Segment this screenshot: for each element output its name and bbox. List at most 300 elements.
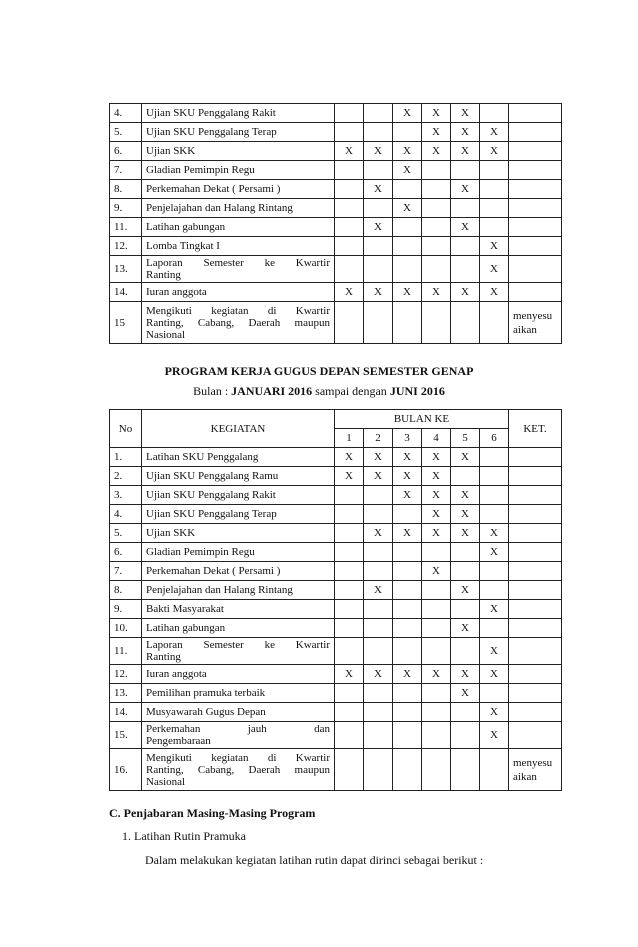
month-mark: X [451, 104, 480, 123]
kegiatan-cell [142, 524, 335, 543]
month-mark [335, 543, 364, 562]
row-number: 6. [110, 142, 142, 161]
month-mark [422, 199, 451, 218]
table-row [110, 581, 562, 600]
kegiatan-line: Penjelajahan dan Halang Rintang [146, 584, 293, 596]
row-number: 12. [110, 665, 142, 684]
header-month: 4 [422, 429, 451, 448]
month-mark: X [451, 142, 480, 161]
month-mark: X [480, 722, 509, 749]
table-row [110, 256, 562, 283]
table-row [110, 142, 562, 161]
month-mark [393, 256, 422, 283]
ket-cell [509, 142, 562, 161]
month-mark [422, 543, 451, 562]
row-number: 12. [110, 237, 142, 256]
month-mark [335, 486, 364, 505]
month-mark [422, 600, 451, 619]
month-mark [393, 638, 422, 665]
kegiatan-line: Ujian SKU Penggalang Terap [146, 508, 277, 520]
month-mark [364, 684, 393, 703]
month-mark [422, 722, 451, 749]
month-mark: X [422, 486, 451, 505]
row-number: 11. [110, 218, 142, 237]
row-number: 4. [110, 104, 142, 123]
kegiatan-line: Iuran anggota [146, 286, 207, 298]
ket-line: aikan [513, 770, 537, 783]
month-mark [335, 562, 364, 581]
table-row [110, 562, 562, 581]
table-row [110, 749, 562, 791]
month-mark: X [364, 665, 393, 684]
ket-cell [509, 749, 562, 791]
ket-cell [509, 703, 562, 722]
month-mark [422, 581, 451, 600]
month-mark [451, 749, 480, 791]
month-mark [364, 505, 393, 524]
ket-cell [509, 123, 562, 142]
month-mark [335, 703, 364, 722]
month-mark: X [480, 283, 509, 302]
month-mark [480, 448, 509, 467]
month-mark: X [480, 524, 509, 543]
kegiatan-cell [142, 448, 335, 467]
kegiatan-line: Penjelajahan dan Halang Rintang [146, 202, 293, 214]
kegiatan-cell [142, 600, 335, 619]
month-mark: X [451, 684, 480, 703]
program-table-ganjil [109, 103, 562, 344]
table-row [110, 123, 562, 142]
month-mark [422, 749, 451, 791]
header-month: 6 [480, 429, 509, 448]
month-mark: X [422, 104, 451, 123]
month-mark: X [364, 142, 393, 161]
month-mark [335, 684, 364, 703]
kegiatan-line: Ujian SKU Penggalang Rakit [146, 107, 276, 119]
ket-cell [509, 505, 562, 524]
month-mark: X [451, 524, 480, 543]
kegiatan-line: Latihan gabungan [146, 221, 226, 233]
ket-cell [509, 237, 562, 256]
month-mark: X [480, 256, 509, 283]
bulan-prefix: Bulan : [193, 384, 232, 398]
table-row [110, 722, 562, 749]
kegiatan-cell [142, 161, 335, 180]
ket-cell [509, 638, 562, 665]
month-mark [480, 581, 509, 600]
kegiatan-cell [142, 123, 335, 142]
table-row [110, 180, 562, 199]
kegiatan-line: Musyawarah Gugus Depan [146, 706, 266, 718]
month-mark [335, 619, 364, 638]
header-bulan-ke: BULAN KE [335, 410, 509, 429]
month-mark [393, 218, 422, 237]
table-row [110, 703, 562, 722]
kegiatan-cell [142, 302, 335, 344]
header-row [110, 410, 562, 429]
month-mark: X [335, 467, 364, 486]
month-mark [451, 467, 480, 486]
month-mark [335, 302, 364, 344]
month-mark [451, 722, 480, 749]
month-mark [335, 180, 364, 199]
table-row [110, 283, 562, 302]
month-mark: X [451, 581, 480, 600]
kegiatan-line: Pengembaraan [146, 735, 211, 747]
month-mark: X [393, 486, 422, 505]
month-mark: X [364, 283, 393, 302]
month-mark: X [335, 142, 364, 161]
table-row [110, 161, 562, 180]
kegiatan-line: Ranting, Cabang, Daerah maupun [146, 763, 330, 776]
kegiatan-cell [142, 722, 335, 749]
ket-cell [509, 619, 562, 638]
ket-cell [509, 722, 562, 749]
month-mark: X [480, 543, 509, 562]
row-number: 13. [110, 256, 142, 283]
ket-line: aikan [513, 323, 537, 336]
ket-cell [509, 665, 562, 684]
month-mark [451, 600, 480, 619]
row-number: 4. [110, 505, 142, 524]
month-mark: X [422, 123, 451, 142]
table-row [110, 237, 562, 256]
bulan-start: JANUARI 2016 [231, 384, 313, 398]
month-mark [364, 237, 393, 256]
kegiatan-line: Mengikuti kegiatan di Kwartir [146, 751, 330, 764]
kegiatan-cell [142, 218, 335, 237]
month-mark [422, 638, 451, 665]
kegiatan-cell [142, 104, 335, 123]
month-mark [364, 722, 393, 749]
kegiatan-line: Laporan Semester ke Kwartir [146, 639, 330, 651]
month-mark: X [451, 218, 480, 237]
month-mark [480, 104, 509, 123]
table-row [110, 619, 562, 638]
month-mark [335, 218, 364, 237]
paragraph: Dalam melakukan kegiatan latihan rutin dapat dirinci sebagai berikut : [145, 853, 484, 867]
bulan-end: JUNI 2016 [389, 384, 445, 398]
month-mark [451, 161, 480, 180]
month-mark: X [422, 562, 451, 581]
program-table-genap [109, 409, 562, 791]
kegiatan-line: Perkemahan jauh dan [146, 723, 330, 735]
row-number: 5. [110, 524, 142, 543]
month-mark: X [480, 142, 509, 161]
kegiatan-cell [142, 237, 335, 256]
month-mark: X [364, 524, 393, 543]
row-number: 10. [110, 619, 142, 638]
month-mark: X [393, 199, 422, 218]
kegiatan-cell [142, 486, 335, 505]
kegiatan-line: Latihan SKU Penggalang [146, 451, 259, 463]
kegiatan-line: Ujian SKK [146, 145, 196, 157]
month-mark: X [422, 448, 451, 467]
ket-cell [509, 524, 562, 543]
row-number: 15. [110, 722, 142, 749]
row-number: 7. [110, 562, 142, 581]
kegiatan-line: Ranting, Cabang, Daerah maupun [146, 316, 330, 329]
kegiatan-cell [142, 505, 335, 524]
month-mark [335, 161, 364, 180]
month-mark [480, 684, 509, 703]
month-mark [393, 600, 422, 619]
month-mark [422, 684, 451, 703]
kegiatan-cell [142, 665, 335, 684]
kegiatan-cell [142, 562, 335, 581]
month-mark [364, 123, 393, 142]
table-row [110, 486, 562, 505]
row-number: 8. [110, 180, 142, 199]
month-mark: X [364, 467, 393, 486]
month-mark [480, 505, 509, 524]
kegiatan-line: Pemilihan pramuka terbaik [146, 687, 266, 699]
month-mark: X [422, 524, 451, 543]
header-month: 5 [451, 429, 480, 448]
month-mark: X [480, 600, 509, 619]
program-table-genap-body [110, 448, 562, 791]
month-mark [451, 562, 480, 581]
month-mark [335, 749, 364, 791]
month-mark [422, 256, 451, 283]
month-mark: X [451, 619, 480, 638]
ket-cell [509, 581, 562, 600]
month-mark [364, 199, 393, 218]
table-row [110, 302, 562, 344]
month-mark [393, 562, 422, 581]
table-row [110, 218, 562, 237]
row-number: 2. [110, 467, 142, 486]
ket-cell [509, 486, 562, 505]
month-mark: X [393, 665, 422, 684]
month-mark [364, 703, 393, 722]
month-mark [480, 619, 509, 638]
month-mark [335, 524, 364, 543]
header-month: 1 [335, 429, 364, 448]
month-mark [451, 638, 480, 665]
month-mark [393, 581, 422, 600]
month-mark [335, 600, 364, 619]
ket-cell [509, 283, 562, 302]
kegiatan-line: Gladian Pemimpin Regu [146, 164, 255, 176]
month-mark [480, 180, 509, 199]
ket-cell [509, 199, 562, 218]
month-mark [364, 562, 393, 581]
kegiatan-cell [142, 142, 335, 161]
month-mark: X [451, 486, 480, 505]
list-item-heading: 1. Latihan Rutin Pramuka [122, 829, 246, 843]
kegiatan-line: Perkemahan Dekat ( Persami ) [146, 565, 281, 577]
month-mark: X [364, 581, 393, 600]
month-mark [393, 722, 422, 749]
table-row [110, 543, 562, 562]
ket-cell [509, 180, 562, 199]
row-number: 16. [110, 749, 142, 791]
kegiatan-cell [142, 180, 335, 199]
kegiatan-line: Ranting [146, 651, 181, 663]
month-mark: X [422, 283, 451, 302]
month-mark: X [393, 524, 422, 543]
row-number: 9. [110, 600, 142, 619]
row-number: 14. [110, 283, 142, 302]
table-row [110, 524, 562, 543]
kegiatan-line: Ujian SKU Penggalang Rakit [146, 489, 276, 501]
table-row [110, 467, 562, 486]
month-mark [422, 619, 451, 638]
month-mark [422, 302, 451, 344]
kegiatan-cell [142, 749, 335, 791]
month-mark: X [364, 180, 393, 199]
month-mark [480, 486, 509, 505]
ket-line: menyesu [513, 309, 553, 322]
month-mark [451, 703, 480, 722]
row-number: 13. [110, 684, 142, 703]
header-ket: KET. [509, 410, 562, 448]
month-mark: X [480, 665, 509, 684]
kegiatan-line: Iuran anggota [146, 668, 207, 680]
kegiatan-line: Nasional [146, 328, 186, 341]
ket-cell [509, 302, 562, 344]
month-mark: X [422, 142, 451, 161]
month-mark [364, 256, 393, 283]
month-mark: X [422, 467, 451, 486]
kegiatan-line: Laporan Semester ke Kwartir [146, 257, 330, 269]
section-heading: C. Penjabaran Masing-Masing Program [109, 806, 316, 820]
month-mark [335, 256, 364, 283]
table-row [110, 104, 562, 123]
month-mark [480, 562, 509, 581]
month-mark [480, 749, 509, 791]
month-mark [364, 543, 393, 562]
table-row [110, 448, 562, 467]
table-row [110, 684, 562, 703]
month-mark [393, 684, 422, 703]
month-mark [393, 703, 422, 722]
ket-line: menyesu [513, 756, 553, 769]
kegiatan-cell [142, 543, 335, 562]
kegiatan-line: Gladian Pemimpin Regu [146, 546, 255, 558]
table-row [110, 505, 562, 524]
month-mark [393, 543, 422, 562]
month-mark [451, 543, 480, 562]
month-mark: X [480, 237, 509, 256]
month-mark [422, 218, 451, 237]
kegiatan-line: Ujian SKK [146, 527, 196, 539]
month-mark [335, 199, 364, 218]
month-mark [335, 722, 364, 749]
month-mark: X [451, 505, 480, 524]
month-mark: X [335, 283, 364, 302]
month-mark: X [451, 283, 480, 302]
kegiatan-line: Ujian SKU Penggalang Ramu [146, 470, 279, 482]
month-mark: X [393, 283, 422, 302]
month-mark [364, 638, 393, 665]
month-mark: X [335, 665, 364, 684]
month-mark [480, 218, 509, 237]
kegiatan-cell [142, 256, 335, 283]
month-mark: X [451, 448, 480, 467]
bulan-line [0, 384, 638, 399]
kegiatan-line: Mengikuti kegiatan di Kwartir [146, 304, 330, 317]
month-mark [364, 600, 393, 619]
kegiatan-line: Nasional [146, 775, 186, 788]
program-title: PROGRAM KERJA GUGUS DEPAN SEMESTER GENAP [164, 364, 474, 378]
month-mark [393, 749, 422, 791]
month-mark: X [480, 638, 509, 665]
month-mark: X [393, 142, 422, 161]
ket-cell [509, 448, 562, 467]
month-mark [364, 104, 393, 123]
month-mark [451, 199, 480, 218]
month-mark [422, 703, 451, 722]
month-mark [422, 180, 451, 199]
kegiatan-cell [142, 283, 335, 302]
month-mark [335, 104, 364, 123]
kegiatan-cell [142, 467, 335, 486]
kegiatan-cell [142, 581, 335, 600]
row-number: 15 [110, 302, 142, 344]
kegiatan-line: Ranting [146, 269, 181, 281]
row-number: 5. [110, 123, 142, 142]
kegiatan-line: Perkemahan Dekat ( Persami ) [146, 183, 281, 195]
month-mark [451, 256, 480, 283]
ket-cell [509, 600, 562, 619]
kegiatan-line: Latihan gabungan [146, 622, 226, 634]
kegiatan-line: Lomba Tingkat I [146, 240, 220, 252]
header-kegiatan: KEGIATAN [142, 410, 335, 448]
month-mark: X [451, 123, 480, 142]
row-number: 11. [110, 638, 142, 665]
month-mark [393, 237, 422, 256]
header-month: 2 [364, 429, 393, 448]
month-mark: X [480, 123, 509, 142]
table-row [110, 600, 562, 619]
month-mark [335, 638, 364, 665]
month-mark [393, 619, 422, 638]
month-mark [422, 237, 451, 256]
month-mark [480, 302, 509, 344]
ket-cell [509, 684, 562, 703]
ket-cell [509, 256, 562, 283]
kegiatan-cell [142, 619, 335, 638]
month-mark [393, 123, 422, 142]
month-mark [393, 302, 422, 344]
month-mark [335, 505, 364, 524]
month-mark [364, 302, 393, 344]
month-mark: X [364, 448, 393, 467]
month-mark [480, 467, 509, 486]
month-mark [364, 749, 393, 791]
month-mark: X [393, 448, 422, 467]
header-no: No [110, 410, 142, 448]
month-mark: X [451, 665, 480, 684]
row-number: 1. [110, 448, 142, 467]
row-number: 3. [110, 486, 142, 505]
ket-cell [509, 543, 562, 562]
month-mark [480, 199, 509, 218]
month-mark: X [451, 180, 480, 199]
ket-cell [509, 218, 562, 237]
row-number: 8. [110, 581, 142, 600]
month-mark: X [393, 161, 422, 180]
month-mark: X [393, 467, 422, 486]
month-mark [393, 180, 422, 199]
month-mark [422, 161, 451, 180]
month-mark [335, 581, 364, 600]
kegiatan-line: Ujian SKU Penggalang Terap [146, 126, 277, 138]
month-mark: X [335, 448, 364, 467]
month-mark [364, 161, 393, 180]
